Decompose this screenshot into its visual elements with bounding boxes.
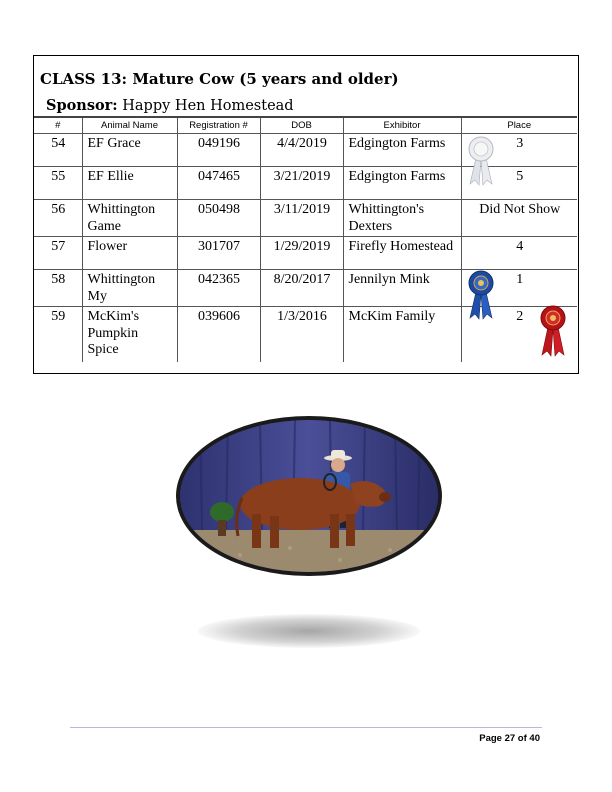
place-cell	[461, 307, 577, 362]
sponsor-label: Sponsor:	[46, 97, 118, 114]
date-of-birth: 4/4/2019	[260, 134, 343, 167]
table-row	[34, 134, 577, 167]
animal-name: McKim's Pumpkin Spice	[82, 307, 177, 362]
table-row	[34, 200, 577, 237]
place-value: 3	[516, 136, 524, 151]
table-row	[34, 270, 577, 307]
footer-divider	[70, 727, 542, 728]
page-current: 27	[504, 733, 516, 744]
row-number: 57	[34, 237, 82, 270]
date-of-birth: 3/21/2019	[260, 167, 343, 200]
date-of-birth: 3/11/2019	[260, 200, 343, 237]
registration-number: 039606	[177, 307, 260, 362]
animal-name: Flower	[82, 237, 177, 270]
header-exhibitor: Exhibitor	[343, 117, 461, 134]
class-results-box	[33, 55, 579, 374]
row-number: 58	[34, 270, 82, 307]
animal-name: Whittington My	[82, 270, 177, 307]
place-value: 5	[461, 167, 577, 200]
place-cell	[461, 134, 577, 167]
table-header-row	[34, 117, 577, 134]
exhibitor: Jennilyn Mink	[343, 270, 461, 307]
animal-name: EF Ellie	[82, 167, 177, 200]
photo-shadow	[198, 614, 420, 648]
exhibitor: Edgington Farms	[343, 167, 461, 200]
exhibitor: Edgington Farms	[343, 134, 461, 167]
class-title: CLASS 13: Mature Cow (5 years and older)	[40, 70, 399, 88]
red-ribbon-icon	[538, 305, 568, 357]
table-row	[34, 167, 577, 200]
row-number: 59	[34, 307, 82, 362]
place-value: 1	[516, 272, 524, 287]
header-registration: Registration #	[177, 117, 260, 134]
table-row	[34, 307, 577, 362]
animal-name: Whittington Game	[82, 200, 177, 237]
sponsor-name: Happy Hen Homestead	[122, 98, 294, 114]
exhibitor: Whittington's Dexters	[343, 200, 461, 237]
row-number: 54	[34, 134, 82, 167]
table-row	[34, 237, 577, 270]
page-number: Page 27 of 40	[479, 733, 540, 744]
header-animal-name: Animal Name	[82, 117, 177, 134]
date-of-birth: 1/29/2019	[260, 237, 343, 270]
header-place: Place	[461, 117, 577, 134]
registration-number: 301707	[177, 237, 260, 270]
row-number: 55	[34, 167, 82, 200]
place-value: 4	[461, 237, 577, 270]
place-value: Did Not Show	[461, 200, 577, 237]
date-of-birth: 8/20/2017	[260, 270, 343, 307]
cow-photo	[176, 416, 442, 576]
place-cell	[461, 270, 577, 307]
header-dob: DOB	[260, 117, 343, 134]
page-total: 40	[529, 733, 540, 744]
header-number: #	[34, 117, 82, 134]
animal-name: EF Grace	[82, 134, 177, 167]
date-of-birth: 1/3/2016	[260, 307, 343, 362]
place-value: 2	[516, 309, 524, 324]
row-number: 56	[34, 200, 82, 237]
results-table	[34, 116, 577, 362]
cow-with-exhibitor-image	[180, 420, 438, 572]
sponsor-line	[46, 97, 294, 114]
registration-number: 050498	[177, 200, 260, 237]
exhibitor: McKim Family	[343, 307, 461, 362]
exhibitor: Firefly Homestead	[343, 237, 461, 270]
registration-number: 047465	[177, 167, 260, 200]
registration-number: 042365	[177, 270, 260, 307]
registration-number: 049196	[177, 134, 260, 167]
